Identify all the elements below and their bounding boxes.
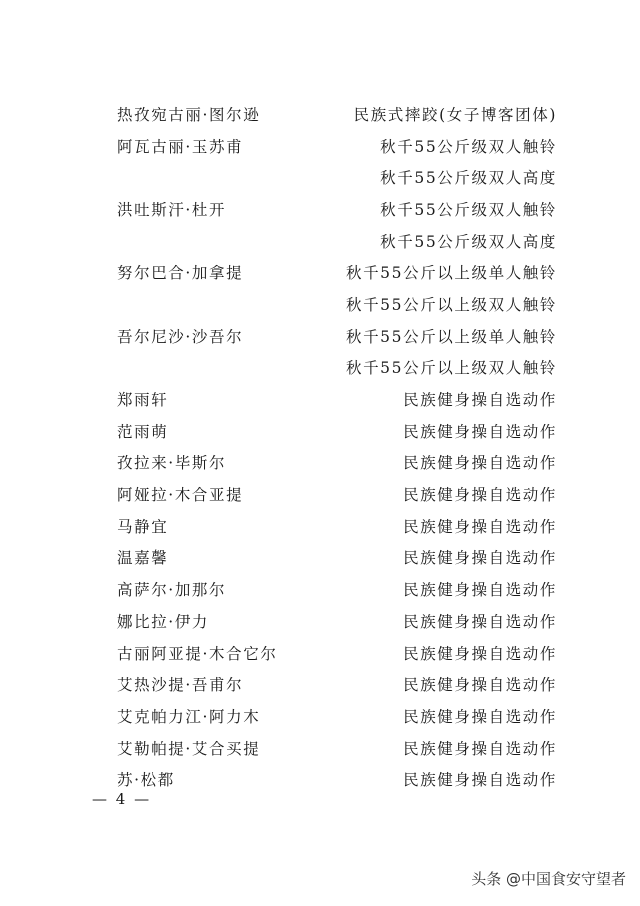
athlete-name: 娜比拉·伊力 — [117, 612, 210, 631]
athlete-name: 热孜宛古丽·图尔逊 — [117, 105, 261, 124]
page-number: — 4 — — [92, 790, 152, 808]
athlete-name: 高萨尔·加那尔 — [117, 581, 227, 600]
list-item — [117, 161, 557, 193]
event-name: 民族健身操自选动作 — [403, 739, 557, 758]
list-item — [117, 510, 557, 542]
list-item — [117, 542, 557, 574]
event-name: 民族健身操自选动作 — [403, 486, 557, 505]
athlete-name: 吾尔尼沙·沙吾尔 — [117, 327, 244, 346]
event-name: 民族健身操自选动作 — [403, 549, 557, 568]
event-name: 民族健身操自选动作 — [403, 454, 557, 473]
event-name: 民族健身操自选动作 — [403, 707, 557, 726]
list-item — [117, 732, 557, 764]
event-name: 民族健身操自选动作 — [403, 422, 557, 441]
list-item — [117, 668, 557, 700]
athlete-name: 郑雨轩 — [117, 391, 169, 410]
event-name: 秋千55公斤以上级单人触铃 — [345, 264, 557, 283]
list-item — [117, 288, 557, 320]
list-item — [117, 605, 557, 637]
athlete-name: 阿娅拉·木合亚提 — [117, 486, 244, 505]
list-item — [117, 415, 557, 447]
event-name: 秋千55公斤以上级双人触铃 — [345, 295, 557, 314]
athlete-name: 艾勒帕提·艾合买提 — [117, 739, 261, 758]
athlete-name: 阿瓦古丽·玉苏甫 — [117, 137, 244, 156]
list-item — [117, 383, 557, 415]
list-item — [117, 193, 557, 225]
event-name: 民族健身操自选动作 — [403, 771, 557, 790]
event-name: 秋千55公斤以上级双人触铃 — [345, 359, 557, 378]
list-item — [117, 573, 557, 605]
event-name: 民族健身操自选动作 — [403, 391, 557, 410]
event-name: 秋千55公斤以上级单人触铃 — [345, 327, 557, 346]
event-name: 秋千55公斤级双人触铃 — [380, 137, 557, 156]
event-name: 秋千55公斤级双人触铃 — [380, 200, 557, 219]
athlete-name: 孜拉来·毕斯尔 — [117, 454, 227, 473]
athlete-name: 温嘉馨 — [117, 549, 169, 568]
athlete-list — [117, 98, 557, 795]
athlete-name: 艾克帕力江·阿力木 — [117, 707, 261, 726]
athlete-name: 努尔巴合·加拿提 — [117, 264, 244, 283]
list-item — [117, 320, 557, 352]
list-item — [117, 700, 557, 732]
event-name: 民族健身操自选动作 — [403, 676, 557, 695]
event-name: 民族健身操自选动作 — [403, 517, 557, 536]
list-item — [117, 225, 557, 257]
event-name: 秋千55公斤级双人高度 — [380, 232, 557, 251]
list-item — [117, 478, 557, 510]
athlete-name: 艾热沙提·吾甫尔 — [117, 676, 244, 695]
athlete-name: 苏·松都 — [117, 771, 175, 790]
athlete-name: 马静宜 — [117, 517, 169, 536]
event-name: 民族健身操自选动作 — [403, 612, 557, 631]
list-item — [117, 763, 557, 795]
athlete-name: 古丽阿亚提·木合它尔 — [117, 644, 278, 663]
list-item — [117, 352, 557, 384]
athlete-name: 范雨萌 — [117, 422, 169, 441]
event-name: 秋千55公斤级双人高度 — [380, 169, 557, 188]
list-item — [117, 98, 557, 130]
athlete-name: 洪吐斯汗·杜开 — [117, 200, 227, 219]
list-item — [117, 130, 557, 162]
list-item — [117, 637, 557, 669]
event-name: 民族健身操自选动作 — [403, 644, 557, 663]
event-name: 民族式摔跤(女子博客团体) — [353, 105, 557, 124]
event-name: 民族健身操自选动作 — [403, 581, 557, 600]
list-item — [117, 256, 557, 288]
watermark: 头条 @中国食安守望者 — [471, 870, 626, 888]
list-item — [117, 447, 557, 479]
